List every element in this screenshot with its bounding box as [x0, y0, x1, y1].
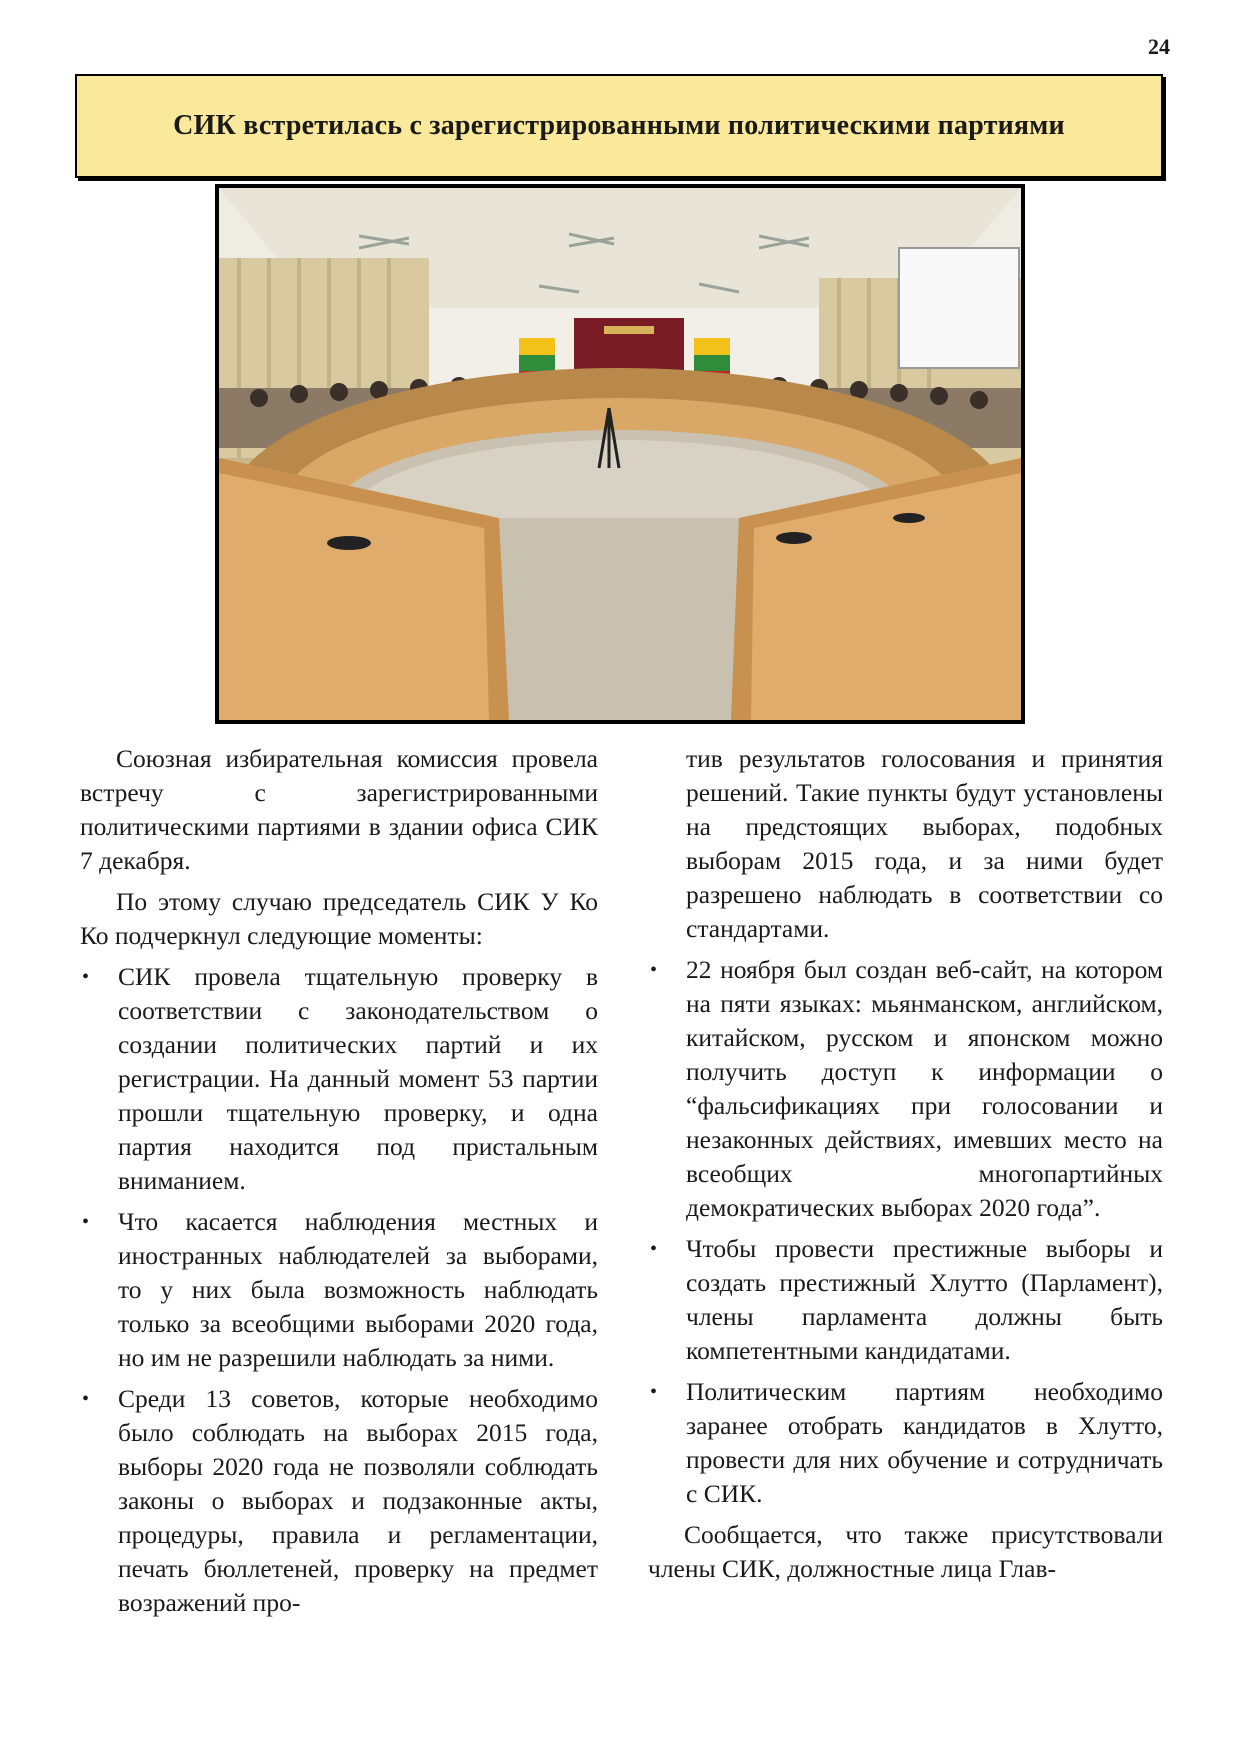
- list-item-text: 22 ноября был создан веб-сайт, на котором на пяти языках: мьянманском, английском, китайском, русском и японском можно получить доступ к информации о “фальсификациях при голосовании и незаконных действиях, имевших место на всеобщих многопартийных демократических выборах 2020 года”.: [686, 955, 1163, 1222]
- left-column: [80, 742, 598, 1627]
- continuation-text: тив результатов голосования и принятия решений. Такие пункты будут установлены на предстоящих выборах, подобных выборам 2015 года, и за ними будет разрешено наблюдать в соответствии со стандартами.: [686, 744, 1163, 943]
- closing-paragraph: Сообщается, что также присутствовали члены СИК, должностные лица Глав-: [648, 1520, 1163, 1583]
- bullet-icon: •: [82, 966, 90, 988]
- list-item-text: Чтобы провести престижные выборы и создать престижный Хлутто (Парламент), члены парламента должны быть компетентными кандидатами.: [686, 1234, 1163, 1365]
- bullet-icon: •: [650, 1381, 658, 1403]
- list-item: [80, 960, 598, 1198]
- meeting-photo: [215, 184, 1025, 724]
- headline-box: [75, 74, 1163, 178]
- list-item: [648, 1375, 1163, 1511]
- list-item-continuation: [648, 742, 1163, 946]
- headline: СИК встретилась с зарегистрированными политическими партиями: [173, 110, 1065, 141]
- list-item-text: СИК провела тщательную проверку в соответствии с законодательством о создании политических партий и их регистрации. На данный момент 53 партии прошли тщательную проверку, и одна партия находится под пристальным вниманием.: [118, 962, 598, 1195]
- continuation-list: [648, 742, 1163, 946]
- list-item-text: Среди 13 советов, которые необходимо было соблюдать на выборах 2015 года, выборы 2020 года не позволяли соблюдать законы о выборах и подзаконные акты, процедуры, правила и регламентации, печать бюллетеней, проверку на предмет возражений про-: [118, 1384, 598, 1617]
- list-item-text: Политическим партиям необходимо заранее отобрать кандидатов в Хлутто, провести для них обучение и сотрудничать с СИК.: [686, 1377, 1163, 1508]
- list-item: [80, 1205, 598, 1375]
- list-item: [648, 1232, 1163, 1368]
- right-column: [648, 742, 1163, 1593]
- list-item-text: Что касается наблюдения местных и иностранных наблюдателей за выборами, то у них была возможность наблюдать только за всеобщими выборами 2020 года, но им не разрешили наблюдать за ними.: [118, 1207, 598, 1372]
- list-item: [648, 953, 1163, 1225]
- chairman-paragraph: По этому случаю председатель СИК У Ко Ко подчеркнул следующие моменты:: [80, 887, 598, 950]
- meeting-hall-illustration: [219, 188, 1021, 720]
- left-bullet-list: [80, 960, 598, 1620]
- intro-paragraph: Союзная избирательная комиссия провела встречу с зарегистрированными политическими партиями в здании офиса СИК 7 декабря.: [80, 744, 598, 875]
- bullet-icon: •: [82, 1388, 90, 1410]
- bullet-icon: •: [650, 1238, 658, 1260]
- right-bullet-list: [648, 953, 1163, 1511]
- bullet-icon: •: [82, 1211, 90, 1233]
- list-item: [80, 1382, 598, 1620]
- page-number: 24: [1148, 34, 1170, 59]
- bullet-icon: •: [650, 959, 658, 981]
